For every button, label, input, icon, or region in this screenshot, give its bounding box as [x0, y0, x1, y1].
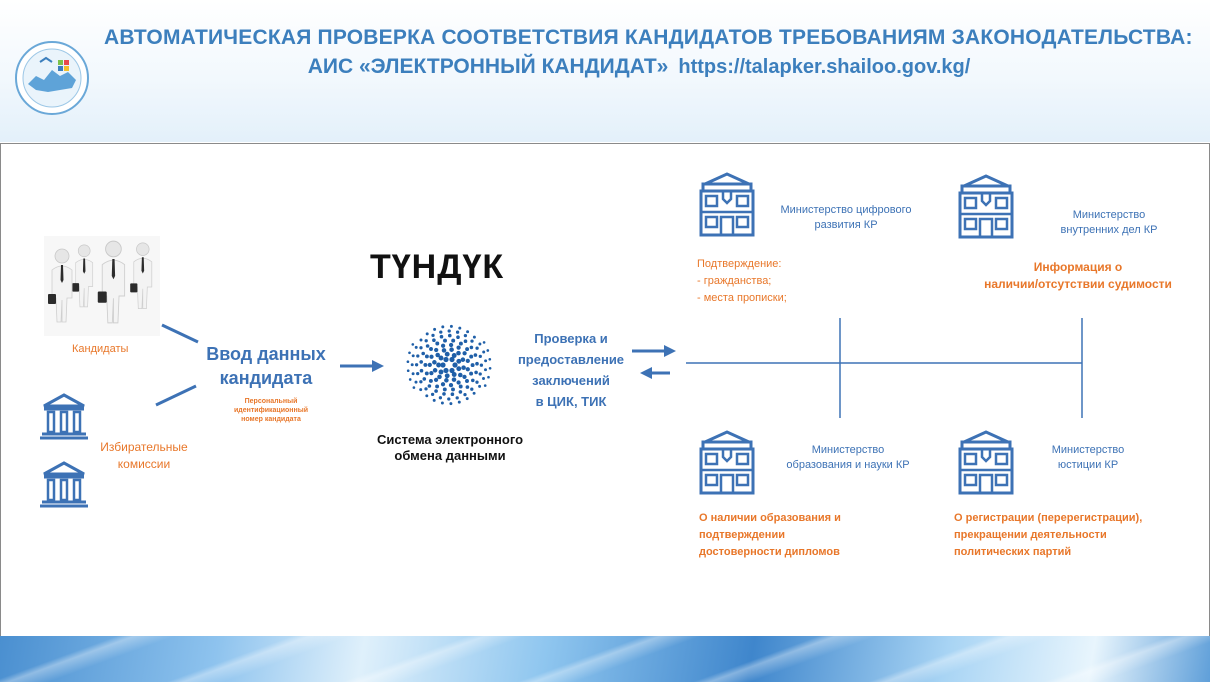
sphere-dot — [451, 387, 455, 391]
sphere-dot — [458, 327, 461, 330]
ministry-education-info — [699, 510, 841, 561]
sphere-dot — [486, 349, 489, 352]
check-caption-line-4: в ЦИК, ТИК — [535, 394, 607, 409]
sphere-dot — [473, 392, 476, 395]
ministry-justice-name-line-1: Министерство — [1051, 444, 1125, 456]
check-caption-line-1: Проверка и — [534, 331, 608, 346]
sphere-dot — [443, 357, 448, 362]
system-caption-line-1: Система электронного — [376, 432, 524, 447]
sphere-dot — [462, 375, 466, 379]
sphere-dot — [489, 367, 492, 370]
candidates-label: Кандидаты — [72, 343, 129, 355]
sphere-dot — [421, 352, 425, 356]
commissions-connector — [156, 386, 196, 405]
sphere-dot — [416, 354, 419, 357]
tunduk-title: ТҮНДҮК — [370, 248, 505, 286]
sphere-dot — [484, 384, 487, 387]
ministry-digital-name-line-1: Министерство цифрового — [780, 204, 912, 216]
sphere-dot — [479, 355, 482, 358]
footer-stripes — [0, 636, 1210, 682]
sphere-dot — [474, 371, 478, 375]
sphere-dot — [423, 377, 427, 381]
sphere-dot — [439, 370, 444, 375]
sphere-dot — [419, 346, 422, 349]
sphere-dot — [464, 339, 468, 343]
ministry-education-name — [772, 443, 924, 473]
sphere-dot — [456, 366, 461, 371]
ministry-interior-info-line-2: наличии/отсутствии судимости — [984, 277, 1172, 291]
sphere-dot — [473, 336, 476, 339]
sphere-dot — [449, 402, 452, 405]
ministry-digital-info — [697, 256, 787, 307]
sphere-dot — [442, 392, 446, 396]
sphere-dot — [466, 385, 470, 389]
sphere-dot — [442, 348, 447, 353]
sphere-dot — [439, 330, 442, 333]
sphere-dot — [419, 380, 422, 383]
sphere-dot — [435, 353, 440, 358]
sphere-dot — [483, 341, 486, 344]
ministry-justice-info-line-3: политических партий — [954, 546, 1072, 558]
system-name: АИС «ЭЛЕКТРОННЫЙ КАНДИДАТ» — [307, 55, 669, 78]
sphere-dot — [479, 372, 482, 375]
sphere-dot — [436, 363, 441, 368]
ministry-education-info-line-3: достоверности дипломов — [699, 546, 840, 558]
sphere-dot — [447, 397, 450, 400]
sphere-dot — [452, 377, 457, 382]
ministry-interior-info — [980, 259, 1176, 293]
sphere-dot — [466, 359, 470, 363]
sphere-dot — [425, 354, 429, 358]
sphere-dot — [456, 380, 460, 384]
ministry-education-info-line-1: О наличии образования и — [699, 512, 841, 524]
sphere-dot — [425, 339, 428, 342]
sphere-dot — [441, 382, 445, 386]
sphere-dot — [425, 371, 429, 375]
system-caption-line-2: обмена данными — [394, 448, 506, 463]
sphere-dot — [465, 379, 469, 383]
ministry-education-building-icon — [701, 432, 753, 493]
sphere-dot — [456, 345, 460, 349]
sphere-dot — [413, 386, 416, 389]
commissions-label — [98, 440, 190, 471]
sphere-dot — [456, 331, 459, 334]
sphere-dot — [434, 378, 438, 382]
sphere-dot — [420, 369, 424, 373]
sphere-dot — [443, 387, 447, 391]
candidates-people-icon — [44, 236, 160, 336]
ministry-interior-name-line-1: Министерство — [1072, 209, 1146, 221]
ministry-digital-info-line-2: - гражданства; — [697, 275, 772, 287]
data-input-title-line-1: Ввод данных — [206, 344, 326, 364]
sphere-dot — [478, 385, 481, 388]
sphere-dot — [470, 339, 473, 342]
sphere-dot — [466, 397, 469, 400]
footer-band — [0, 636, 1210, 682]
ministry-education-name-line-1: Министерство — [811, 444, 885, 456]
ministry-digital-name — [760, 203, 932, 233]
sphere-dot — [437, 375, 442, 380]
pin-caption-line-1: Персональный — [244, 398, 298, 405]
sphere-dot — [451, 339, 455, 343]
sphere-dot — [475, 362, 479, 366]
ministry-justice-info — [954, 510, 1142, 561]
ministry-education-name-line-2: образования и науки КР — [786, 459, 910, 471]
sphere-dot — [441, 325, 444, 328]
sphere-dot — [411, 343, 414, 346]
ministry-digital-info-line-3: - места прописки; — [697, 292, 787, 304]
sphere-dot — [425, 394, 428, 397]
sphere-dot — [456, 335, 460, 339]
candidates-connector — [162, 325, 198, 342]
ministry-interior-building-icon — [960, 176, 1012, 237]
sphere-dot — [415, 363, 418, 366]
sphere-dot — [429, 347, 433, 351]
sphere-dot — [474, 353, 478, 357]
sphere-dot — [465, 347, 469, 351]
exchange-arrows — [632, 345, 676, 379]
sphere-dot — [434, 389, 438, 393]
sphere-dot — [471, 363, 475, 367]
sphere-dot — [459, 390, 463, 394]
sphere-dot — [456, 351, 461, 356]
sphere-dot — [435, 384, 439, 388]
sphere-dot — [443, 368, 448, 373]
sphere-dot — [407, 360, 410, 363]
sphere-dot — [482, 377, 485, 380]
sphere-dot — [451, 392, 455, 396]
sphere-dot — [431, 393, 434, 396]
sphere-dot — [449, 347, 454, 352]
sphere-dot — [433, 368, 438, 373]
sphere-dot — [452, 362, 457, 367]
sphere-dot — [450, 325, 453, 328]
sphere-dot — [487, 376, 490, 379]
pin-caption-line-2: идентификационный — [233, 407, 309, 414]
sphere-dot — [426, 332, 429, 335]
ministry-digital-info-line-1: Подтверждение: — [697, 258, 782, 270]
ministry-connection-lines — [686, 318, 1082, 418]
sphere-dot — [452, 372, 457, 377]
sphere-dot — [440, 362, 445, 367]
sphere-dot — [441, 344, 445, 348]
sphere-dot — [433, 399, 436, 402]
sphere-dot — [475, 381, 478, 384]
data-input-title-line-2: кандидата — [219, 368, 313, 388]
sphere-dot — [459, 385, 463, 389]
sphere-dot — [456, 396, 459, 399]
sphere-dot — [469, 355, 473, 359]
sphere-dot — [443, 339, 447, 343]
sphere-dot — [429, 355, 433, 359]
sphere-dot — [409, 378, 412, 381]
sphere-dot — [458, 401, 461, 404]
sphere-dot — [441, 402, 444, 405]
check-caption-line-2: предоставление — [517, 352, 625, 367]
ministry-digital-name-line-2: развития КР — [814, 219, 878, 231]
data-input-title — [196, 342, 336, 390]
sphere-dot — [464, 334, 467, 337]
sphere-dot — [412, 354, 415, 357]
ministry-justice-name-line-2: юстиции КР — [1057, 459, 1119, 471]
ministry-justice-info-line-2: прекращении деятельности — [954, 529, 1107, 541]
sphere-dot — [470, 346, 474, 350]
ministry-justice-building-icon — [960, 432, 1012, 493]
sphere-dot — [482, 351, 485, 354]
sphere-dot — [480, 364, 483, 367]
sphere-dot — [435, 342, 439, 346]
commissions-label-line-2: комиссии — [117, 457, 171, 471]
sphere-dot — [428, 384, 432, 388]
check-caption — [508, 328, 634, 412]
sphere-dot — [419, 388, 422, 391]
sphere-dot — [411, 363, 414, 366]
ministry-interior-name — [1048, 208, 1170, 238]
pin-caption — [216, 397, 326, 424]
sphere-dot — [466, 330, 469, 333]
sphere-dot — [459, 342, 463, 346]
sphere-dot — [461, 357, 466, 362]
page-title-line-1: АВТОМАТИЧЕСКАЯ ПРОВЕРКА СООТВЕТСТВИЯ КАНДИДАТОВ ТРЕБОВАНИЯМ ЗАКОНОДАТЕЛЬСТВА: — [104, 26, 1193, 49]
check-caption-line-3: заключений — [532, 373, 610, 388]
site-link[interactable]: https://talapker.shailoo.gov.kg/ — [678, 56, 971, 78]
sphere-dot — [432, 360, 437, 365]
system-caption — [340, 432, 560, 464]
sphere-dot — [431, 334, 434, 337]
pin-caption-line-3: номер кандидата — [241, 416, 301, 423]
sphere-dot — [445, 352, 450, 357]
tunduk-sphere-icon — [407, 325, 492, 405]
sphere-dot — [452, 353, 457, 358]
ministry-interior-name-line-2: внутренних дел КР — [1060, 224, 1158, 236]
ministry-justice-name — [1040, 443, 1136, 473]
sphere-dot — [463, 393, 466, 396]
sphere-dot — [471, 379, 475, 383]
sphere-dot — [478, 343, 481, 346]
sphere-dot — [461, 365, 466, 370]
ministry-digital-building-icon — [701, 174, 753, 235]
ministry-interior-info-line-1: Информация о — [1033, 260, 1123, 274]
sphere-dot — [445, 373, 450, 378]
ministry-justice-info-line-1: О регистрации (перерегистрации), — [954, 512, 1143, 524]
sphere-dot — [470, 388, 473, 391]
sphere-dot — [488, 358, 491, 361]
sphere-dot — [419, 360, 423, 364]
sphere-dot — [444, 378, 449, 383]
sphere-dot — [469, 372, 473, 376]
sphere-dot — [448, 329, 451, 332]
arrow-to-tunduk — [340, 360, 384, 372]
sphere-dot — [415, 381, 418, 384]
commissions-label-line-1: Избирательные — [100, 440, 188, 454]
sphere-dot — [416, 372, 419, 375]
sphere-dot — [475, 347, 478, 350]
sphere-dot — [412, 372, 415, 375]
commission-building-icon-2 — [40, 463, 88, 506]
sphere-dot — [466, 367, 470, 371]
sphere-dot — [407, 369, 410, 372]
sphere-dot — [426, 344, 430, 348]
sphere-dot — [458, 373, 463, 378]
sphere-dot — [434, 348, 438, 352]
sphere-dot — [440, 335, 444, 339]
sphere-dot — [429, 379, 433, 383]
ministry-education-info-line-2: подтверждении — [699, 529, 785, 541]
sphere-dot — [448, 334, 452, 338]
sphere-dot — [484, 368, 487, 371]
sphere-dot — [423, 363, 427, 367]
sphere-dot — [439, 396, 442, 399]
sphere-dot — [449, 343, 453, 347]
sphere-dot — [449, 383, 453, 387]
sphere-dot — [456, 359, 461, 364]
commission-building-icon-1 — [40, 395, 88, 438]
sphere-dot — [420, 339, 423, 342]
sphere-dot — [428, 363, 432, 367]
sphere-dot — [429, 371, 433, 375]
sphere-dot — [415, 346, 418, 349]
sphere-dot — [424, 387, 427, 390]
sphere-dot — [433, 328, 436, 331]
sphere-dot — [484, 359, 487, 362]
sphere-dot — [432, 338, 436, 342]
sphere-dot — [408, 351, 411, 354]
sphere-dot — [462, 351, 466, 355]
